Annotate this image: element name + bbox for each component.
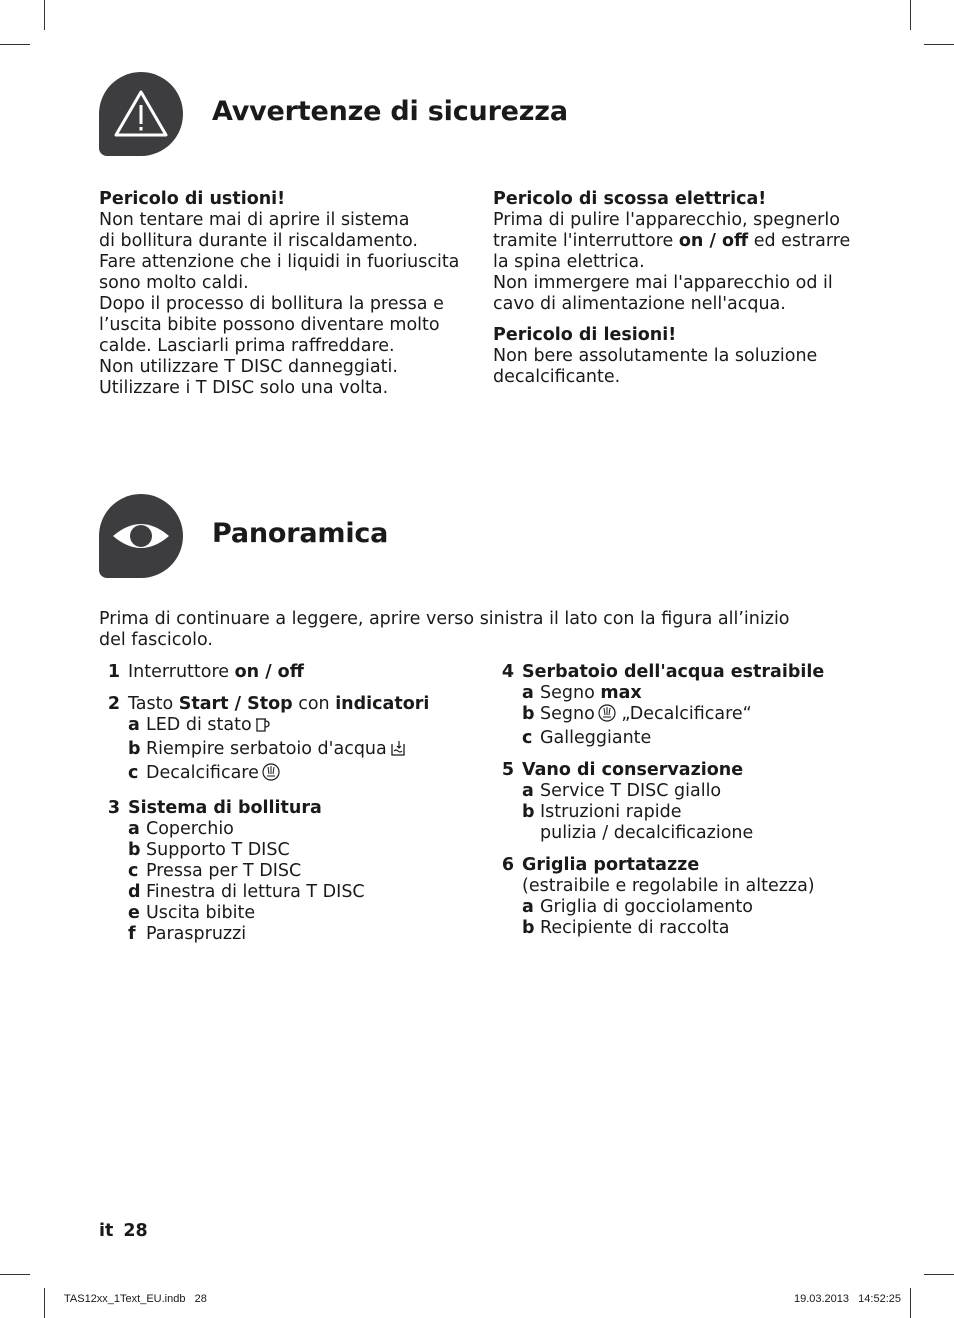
warning-line: Dopo il processo di bollitura la pressa e xyxy=(99,294,444,314)
sub-letter: b xyxy=(522,802,535,822)
crop-mark xyxy=(0,44,30,45)
sub-letter: c xyxy=(128,763,139,783)
sub-text: Galleggiante xyxy=(540,728,652,748)
sub-letter: d xyxy=(128,882,141,902)
sub-text: Paraspruzzi xyxy=(146,924,247,944)
text: Interruttore xyxy=(128,662,235,682)
overview-intro xyxy=(99,609,819,651)
warning-line: calde. Lasciarli prima raffreddare. xyxy=(99,336,395,356)
eye-icon xyxy=(99,494,183,578)
sub-item xyxy=(128,861,479,882)
item-title: Serbatoio dell'acqua estraibile xyxy=(522,662,825,682)
crop-mark xyxy=(924,1274,954,1275)
footer-date: 19.03.2013 14:52:25 xyxy=(793,1293,901,1305)
sub-item xyxy=(522,802,873,844)
sub-item xyxy=(522,918,873,939)
item-subtitle: (estraibile e regolabile in altezza) xyxy=(522,876,815,896)
item-title: Griglia portatazze xyxy=(522,855,700,875)
warning-line: sono molto caldi. xyxy=(99,273,249,293)
item-number: 5 xyxy=(501,760,514,780)
item-title: Sistema di bollitura xyxy=(128,798,322,818)
burn-warning xyxy=(99,189,469,399)
sub-letter: b xyxy=(128,840,141,860)
sub-text: Finestra di lettura T DISC xyxy=(146,882,365,902)
intro-line: del fascicolo. xyxy=(99,630,213,650)
overview-right-column xyxy=(493,662,873,950)
sub-letter: a xyxy=(128,819,140,839)
warning-heading: Pericolo di scossa elettrica! xyxy=(493,189,767,209)
overview-item-3 xyxy=(99,798,479,945)
overview-left-column xyxy=(99,662,479,956)
sub-item xyxy=(522,897,873,918)
item-number: 2 xyxy=(107,694,120,714)
sub-letter: a xyxy=(522,683,534,703)
sub-letter: c xyxy=(128,861,139,881)
warning-line: l’uscita bibite possono diventare molto xyxy=(99,315,440,335)
warning-icon xyxy=(99,72,183,156)
sub-text: „Decalcificare“ xyxy=(615,704,752,724)
sub-text: Segno xyxy=(540,704,595,724)
sub-letter: b xyxy=(522,704,535,724)
item-number: 3 xyxy=(107,798,120,818)
item-title: Vano di conservazione xyxy=(522,760,744,780)
item-number: 1 xyxy=(107,662,120,682)
section-title-overview: Panoramica xyxy=(212,518,389,549)
sub-letter: f xyxy=(128,924,136,944)
indicators-label: indicatori xyxy=(335,694,430,714)
item-number: 6 xyxy=(501,855,514,875)
sub-letter: c xyxy=(522,728,533,748)
warning-line: la spina elettrica. xyxy=(493,252,645,272)
crop-mark xyxy=(44,0,45,30)
sub-item xyxy=(128,840,479,861)
decalcify-icon xyxy=(262,763,280,787)
cup-icon xyxy=(255,716,271,739)
start-stop-label: Start / Stop xyxy=(178,694,293,714)
intro-line: Prima di continuare a leggere, aprire verso sinistra il lato con la figura all’inizio xyxy=(99,609,790,629)
sub-letter: b xyxy=(522,918,535,938)
crop-mark xyxy=(44,1288,45,1318)
item-number: 4 xyxy=(501,662,514,682)
overview-item-2 xyxy=(99,694,479,787)
language-code: it xyxy=(99,1221,114,1241)
sub-letter: a xyxy=(522,781,534,801)
sub-item xyxy=(128,763,479,787)
sub-text: Griglia di gocciolamento xyxy=(540,897,753,917)
sub-item xyxy=(128,924,479,945)
sub-item xyxy=(522,728,873,749)
crop-mark xyxy=(910,0,911,30)
sub-item xyxy=(522,781,873,802)
sub-item xyxy=(128,715,479,739)
sub-text: Pressa per T DISC xyxy=(146,861,302,881)
max-label: max xyxy=(600,683,642,703)
crop-mark xyxy=(910,1288,911,1318)
sub-item xyxy=(128,819,479,840)
crop-mark xyxy=(0,1274,30,1275)
sub-text: Uscita bibite xyxy=(146,903,256,923)
injury-warning xyxy=(493,325,853,388)
sub-text: pulizia / decalcificazione xyxy=(540,823,754,843)
warning-line: Non utilizzare T DISC danneggiati. xyxy=(99,357,398,377)
sub-text: Supporto T DISC xyxy=(146,840,290,860)
warning-heading: Pericolo di ustioni! xyxy=(99,189,286,209)
safety-right-column xyxy=(493,189,853,398)
water-tank-icon xyxy=(390,740,406,763)
sub-item xyxy=(128,882,479,903)
warning-heading: Pericolo di lesioni! xyxy=(493,325,677,345)
warning-line: Utilizzare i T DISC solo una volta. xyxy=(99,378,389,398)
overview-item-6 xyxy=(493,855,873,939)
warning-line: Fare attenzione che i liquidi in fuoriuscita xyxy=(99,252,460,272)
sub-item xyxy=(128,739,479,763)
text: Tasto xyxy=(128,694,179,714)
warning-line: Non immergere mai l'apparecchio od il xyxy=(493,273,833,293)
text: con xyxy=(292,694,336,714)
sub-text: Service T DISC giallo xyxy=(540,781,722,801)
sub-item xyxy=(522,683,873,704)
on-off-label: on / off xyxy=(234,662,304,682)
overview-item-1 xyxy=(99,662,479,683)
safety-left-column xyxy=(99,189,469,409)
on-off-label: on / off xyxy=(678,231,749,251)
text: ed estrarre xyxy=(748,231,851,251)
sub-text: LED di stato xyxy=(146,715,252,735)
sub-letter: a xyxy=(128,715,140,735)
sub-letter: a xyxy=(522,897,534,917)
sub-text: Istruzioni rapide xyxy=(540,802,682,822)
page-number xyxy=(99,1221,158,1241)
warning-line: di bollitura durante il riscaldamento. xyxy=(99,231,418,251)
warning-line xyxy=(493,231,853,252)
sub-text: Riempire serbatoio d'acqua xyxy=(146,739,387,759)
decalcify-icon xyxy=(598,704,616,728)
section-title-safety: Avvertenze di sicurezza xyxy=(212,96,568,127)
sub-text: Coperchio xyxy=(146,819,234,839)
footer-file: TAS12xx_1Text_EU.indb 28 xyxy=(64,1293,207,1305)
warning-line: decalcificante. xyxy=(493,367,621,387)
overview-item-5 xyxy=(493,760,873,844)
warning-line: cavo di alimentazione nell'acqua. xyxy=(493,294,786,314)
electric-warning xyxy=(493,189,853,315)
sub-text: Recipiente di raccolta xyxy=(540,918,730,938)
sub-item xyxy=(522,704,873,728)
sub-letter: e xyxy=(128,903,140,923)
page-num: 28 xyxy=(123,1221,148,1241)
warning-line: Non bere assolutamente la soluzione xyxy=(493,346,818,366)
warning-line: Prima di pulire l'apparecchio, spegnerlo xyxy=(493,210,840,230)
crop-mark xyxy=(924,44,954,45)
warning-line: Non tentare mai di aprire il sistema xyxy=(99,210,410,230)
sub-item xyxy=(128,903,479,924)
sub-text: Segno xyxy=(540,683,601,703)
sub-letter: b xyxy=(128,739,141,759)
overview-item-4 xyxy=(493,662,873,749)
sub-text: Decalcificare xyxy=(146,763,259,783)
text: tramite l'interruttore xyxy=(493,231,679,251)
